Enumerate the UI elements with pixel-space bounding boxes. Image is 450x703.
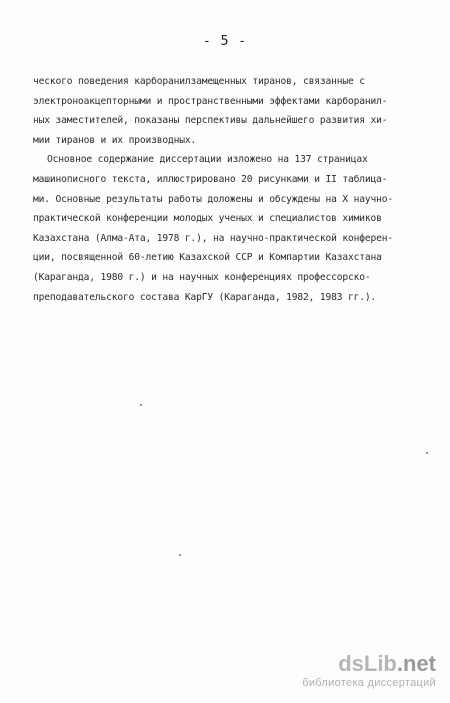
paragraph-2 xyxy=(33,150,433,307)
scan-speck xyxy=(140,404,142,406)
text-line: ми. Основные результаты работы доложены и обсуждены на X научно- xyxy=(33,193,394,205)
text-line: Казахстана (Алма-Ата, 1978 г.), на научно-практической конферен- xyxy=(33,232,394,244)
body-text xyxy=(33,72,433,307)
watermark xyxy=(302,652,436,689)
scan-speck xyxy=(426,452,428,454)
text-line: ных заместителей, показаны перспективы дальнейшего развития хи- xyxy=(33,115,388,127)
text-line: Основное содержание диссертации изложено на 137 страницах xyxy=(47,154,368,166)
paragraph-1 xyxy=(33,72,433,150)
text-line: практической конференции молодых ученых и специалистов химиков xyxy=(33,213,382,225)
watermark-logo-main: dsLib xyxy=(338,651,397,676)
text-line: (Караганда, 1980 г.) и на научных конференциях профессорско- xyxy=(33,271,371,283)
text-line: электроноакцепторными и пространственными эффектами карборанил- xyxy=(33,95,388,107)
scan-speck xyxy=(179,554,181,556)
text-line: ции, посвященной 60-летию Казахской ССР и Компартии Казахстана xyxy=(33,252,382,264)
text-line: ческого поведения карборанилзамещенных тиранов, связанные с xyxy=(33,76,365,87)
watermark-logo-tld: .net xyxy=(396,651,436,676)
text-line: машинописного текста, иллюстрировано 20 рисунками и II таблица- xyxy=(33,173,388,185)
text-line: мии тиранов и их производных. xyxy=(33,134,197,146)
watermark-logo xyxy=(302,652,436,676)
page-number: - 5 - xyxy=(202,34,248,49)
watermark-subtitle: библиотека диссертаций xyxy=(302,677,436,689)
text-line: преподавательского состава КарГУ (Караганда, 1982, 1983 гг.). xyxy=(33,291,377,303)
